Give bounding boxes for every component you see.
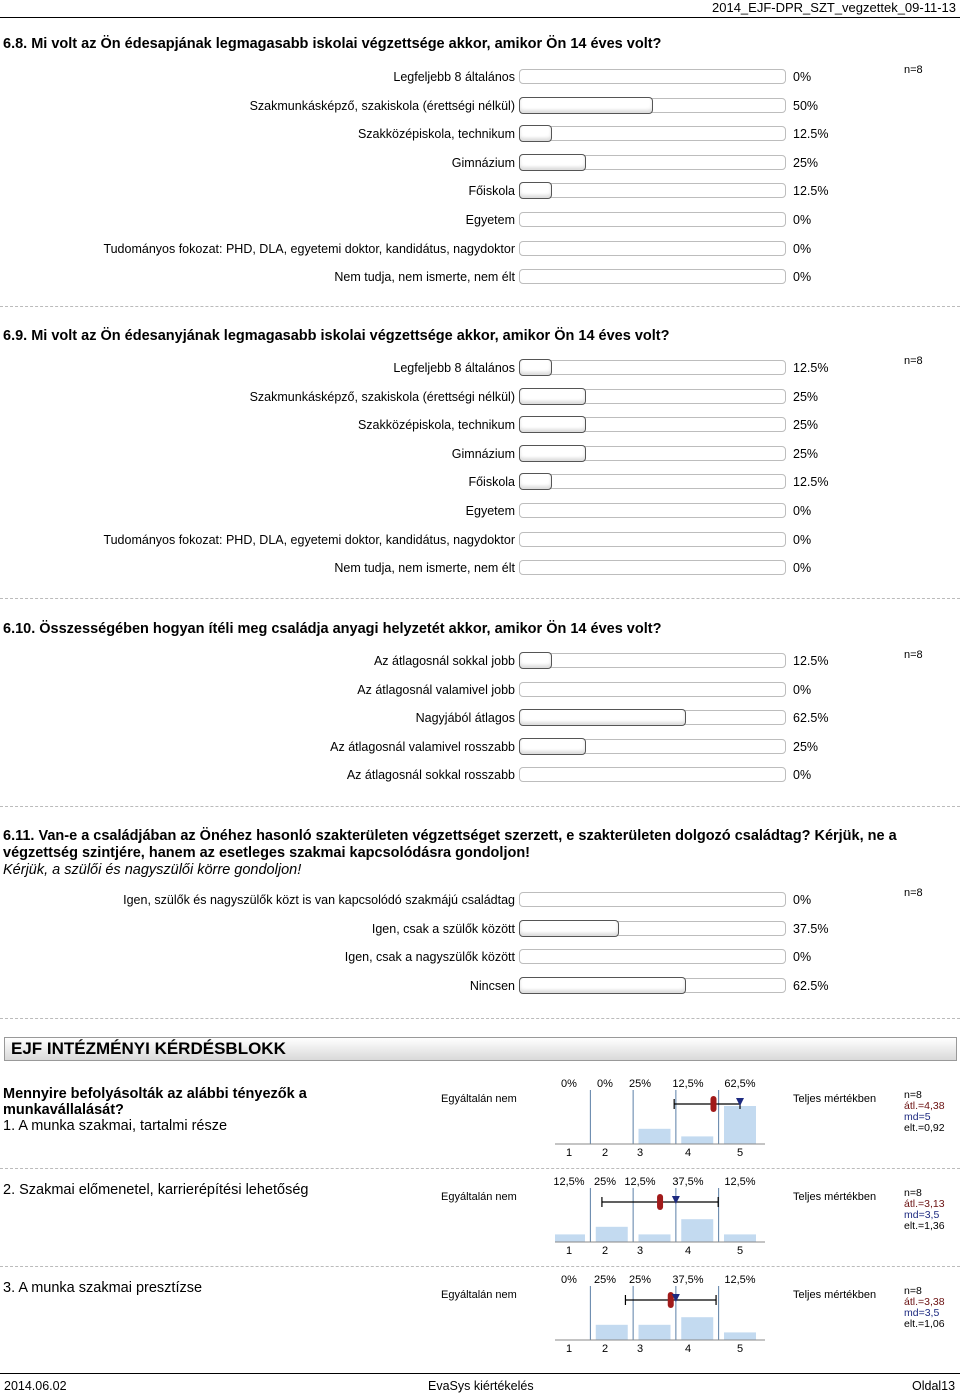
separator [0, 1018, 960, 1019]
scale-number: 5 [736, 1147, 744, 1159]
scale-left-label: Egyáltalán nem [441, 1093, 517, 1105]
scale-number: 2 [601, 1343, 609, 1355]
answer-percent: 25% [793, 446, 819, 461]
answer-row [0, 651, 960, 671]
separator [0, 1266, 960, 1267]
answer-label: Gimnázium [451, 155, 515, 170]
answer-percent: 12.5% [793, 654, 829, 668]
answer-percent: 25% [793, 389, 819, 404]
answer-percent: 0% [793, 561, 812, 576]
answer-label: Tudományos fokozat: PHD, DLA, egyetemi doktor, kandidátus, nagydoktor [103, 532, 515, 547]
sample-size: n=8 [904, 887, 923, 899]
answer-label: Legfeljebb 8 általános [393, 361, 515, 375]
separator [0, 306, 960, 307]
stat-deviation: elt.=0,92 [904, 1122, 945, 1134]
answer-percent: 62.5% [793, 978, 829, 993]
bar-track [519, 269, 786, 284]
influence-heading: Mennyire befolyásolták az alábbi tényezők a munkavállalását? [3, 1086, 307, 1118]
stat-median: md=3,5 [904, 1307, 940, 1319]
question-title: 6.9. Mi volt az Ön édesanyjának legmagasabb iskolai végzettsége akkor, amikor Ön 14 éves volt? [3, 328, 670, 344]
distribution-chart [555, 1284, 765, 1344]
answer-label: Szakmunkásképző, szakiskola (érettségi nélkül) [249, 389, 515, 404]
scale-number: 2 [601, 1147, 609, 1159]
answer-row [0, 96, 960, 116]
answer-label: Egyetem [465, 213, 515, 227]
median-marker [672, 1196, 680, 1204]
answer-percent: 0% [793, 270, 812, 285]
column-percent: 12,5% [672, 1078, 704, 1090]
distribution-bar [596, 1325, 628, 1340]
scale-number: 3 [636, 1147, 644, 1159]
question-subtitle: Kérjük, a szülői és nagyszülői körre gondoljon! [3, 862, 302, 878]
answer-percent: 0% [793, 893, 812, 907]
answer-percent: 62.5% [793, 711, 829, 726]
factor-label: 1. A munka szakmai, tartalmi része [3, 1118, 228, 1134]
column-percent: 0% [561, 1078, 577, 1090]
sample-size: n=8 [904, 1187, 922, 1199]
distribution-bar [724, 1234, 756, 1242]
bar-track [519, 892, 786, 907]
mean-marker [710, 1096, 716, 1112]
answer-row [0, 501, 960, 521]
scale-number: 5 [736, 1245, 744, 1257]
sample-size: n=8 [904, 1285, 922, 1297]
scale-number: 4 [684, 1245, 692, 1257]
report-code: 2014_EJF-DPR_SZT_vegzettek_09-11-13 [712, 0, 956, 15]
answer-row [0, 210, 960, 230]
bar-fill [519, 977, 686, 994]
separator [0, 806, 960, 807]
bar-track [519, 360, 786, 375]
answer-row [0, 737, 960, 757]
answer-label: Nem tudja, nem ismerte, nem élt [334, 270, 515, 285]
scale-left-label: Egyáltalán nem [441, 1289, 517, 1301]
factor-label: 3. A munka szakmai presztízse [3, 1280, 203, 1296]
footer-rule [0, 1373, 960, 1374]
scale-right-label: Teljes mértékben [793, 1093, 877, 1105]
scale-number: 1 [565, 1147, 573, 1159]
answer-row [0, 890, 960, 910]
answer-row [0, 976, 960, 996]
answer-row [0, 267, 960, 287]
footer-page: Oldal13 [912, 1379, 956, 1393]
answer-row [0, 530, 960, 550]
answer-percent: 12.5% [793, 361, 829, 375]
sample-size: n=8 [904, 64, 923, 76]
answer-percent: 37.5% [793, 921, 829, 936]
stats-block [904, 1188, 945, 1232]
scale-number: 2 [601, 1245, 609, 1257]
answer-label: Legfeljebb 8 általános [393, 70, 515, 84]
answer-percent: 50% [793, 98, 819, 113]
bar-fill [519, 709, 686, 726]
answer-percent: 0% [793, 768, 812, 783]
distribution-bar [639, 1129, 671, 1144]
answer-label: Szakmunkásképző, szakiskola (érettségi nélkül) [249, 98, 515, 113]
column-percent: 37,5% [672, 1176, 704, 1188]
bar-track [519, 126, 786, 141]
distribution-bar [555, 1234, 585, 1242]
bar-fill [519, 920, 619, 937]
answer-row [0, 67, 960, 87]
column-percent: 0% [561, 1274, 577, 1286]
answer-percent: 12.5% [793, 184, 829, 199]
answer-label: Az átlagosnál valamivel rosszabb [330, 739, 515, 754]
bar-track [519, 503, 786, 518]
answer-percent: 12.5% [793, 127, 829, 142]
answer-label: Szakközépiskola, technikum [357, 127, 515, 142]
bar-track [519, 183, 786, 198]
answer-row [0, 444, 960, 464]
bar-track [519, 949, 786, 964]
separator [0, 1168, 960, 1169]
block-header [4, 1037, 957, 1061]
answer-label: Gimnázium [451, 446, 515, 461]
distribution-bar [639, 1234, 671, 1242]
bar-track [519, 560, 786, 575]
stat-median: md=3,5 [904, 1209, 940, 1221]
answer-row [0, 153, 960, 173]
stat-mean: átl.=3,13 [904, 1198, 945, 1210]
column-percent: 25% [628, 1274, 652, 1286]
stats-block [904, 1286, 945, 1330]
stats-block [904, 1090, 945, 1134]
question-title: 6.11. Van-e a családjában az Önéhez hasonló szakterületen végzettséget szerzett, e szakterületen dolgozó családtag? Kérjük, ne a végzettség szintjére, hanem az esetleges szakmai kapcsolódásra gondoljon! [3, 828, 897, 861]
footer-date: 2014.06.02 [4, 1379, 67, 1393]
scale-number: 1 [565, 1245, 573, 1257]
stat-mean: átl.=4,38 [904, 1100, 945, 1112]
answer-label: Igen, csak a nagyszülők között [344, 950, 515, 965]
scale-number: 3 [636, 1245, 644, 1257]
distribution-chart [555, 1088, 765, 1148]
answer-label: Nagyjából átlagos [415, 711, 515, 726]
answer-label: Szakközépiskola, technikum [357, 418, 515, 433]
scale-number: 4 [684, 1343, 692, 1355]
sample-size: n=8 [904, 355, 923, 367]
column-percent: 0% [597, 1078, 613, 1090]
column-percent: 37,5% [672, 1274, 704, 1286]
answer-percent: 25% [793, 155, 819, 170]
answer-row [0, 387, 960, 407]
bar-track [519, 532, 786, 547]
scale-right-label: Teljes mértékben [793, 1191, 877, 1203]
answer-row [0, 919, 960, 939]
distribution-bar [681, 1317, 713, 1340]
answer-percent: 0% [793, 241, 812, 256]
scale-number: 1 [565, 1343, 573, 1355]
answer-label: Egyetem [465, 504, 515, 518]
answer-row [0, 765, 960, 785]
bar-fill [519, 182, 552, 199]
bar-track [519, 212, 786, 227]
answer-label: Tudományos fokozat: PHD, DLA, egyetemi doktor, kandidátus, nagydoktor [103, 241, 515, 256]
sample-size: n=8 [904, 1089, 922, 1101]
stat-median: md=5 [904, 1111, 931, 1123]
bar-fill [519, 154, 586, 171]
answer-row [0, 124, 960, 144]
column-percent: 12,5% [724, 1274, 756, 1286]
scale-number: 5 [736, 1343, 744, 1355]
bar-track [519, 474, 786, 489]
bar-fill [519, 388, 586, 405]
stat-deviation: elt.=1,06 [904, 1318, 945, 1330]
answer-label: Nem tudja, nem ismerte, nem élt [334, 561, 515, 576]
answer-row [0, 239, 960, 259]
bar-fill [519, 652, 552, 669]
answer-label: Nincsen [469, 978, 515, 993]
bar-fill [519, 359, 552, 376]
answer-percent: 25% [793, 418, 819, 433]
answer-percent: 25% [793, 739, 819, 754]
column-percent: 25% [593, 1274, 617, 1286]
scale-right-label: Teljes mértékben [793, 1289, 877, 1301]
answer-label: Főiskola [468, 475, 515, 490]
answer-percent: 0% [793, 950, 812, 965]
answer-percent: 0% [793, 682, 812, 697]
column-percent: 62,5% [724, 1078, 756, 1090]
bar-fill [519, 738, 586, 755]
block-title: EJF INTÉZMÉNYI KÉRDÉSBLOKK [11, 1039, 286, 1058]
stat-mean: átl.=3,38 [904, 1296, 945, 1308]
scale-number: 3 [636, 1343, 644, 1355]
distribution-bar [639, 1325, 671, 1340]
distribution-bar [724, 1106, 756, 1144]
distribution-bar [681, 1219, 713, 1242]
bar-track [519, 69, 786, 84]
question-title: 6.10. Összességében hogyan ítéli meg családja anyagi helyzetét akkor, amikor Ön 14 éves volt? [3, 621, 662, 637]
scale-left-label: Egyáltalán nem [441, 1191, 517, 1203]
bar-fill [519, 473, 552, 490]
answer-percent: 0% [793, 213, 812, 227]
answer-row [0, 415, 960, 435]
answer-label: Főiskola [468, 184, 515, 199]
answer-label: Az átlagosnál sokkal jobb [373, 654, 515, 668]
bar-fill [519, 416, 586, 433]
bar-track [519, 653, 786, 668]
bar-track [519, 241, 786, 256]
answer-percent: 0% [793, 70, 812, 84]
column-percent: 12,5% [553, 1176, 585, 1188]
bar-fill [519, 445, 586, 462]
scale-number: 4 [684, 1147, 692, 1159]
sample-size: n=8 [904, 649, 923, 661]
distribution-chart [555, 1186, 765, 1246]
median-marker [736, 1098, 744, 1106]
bar-track [519, 682, 786, 697]
header-rule [0, 17, 960, 18]
question-title: 6.8. Mi volt az Ön édesapjának legmagasabb iskolai végzettsége akkor, amikor Ön 14 éves volt? [3, 36, 662, 52]
answer-label: Az átlagosnál valamivel jobb [357, 682, 515, 697]
answer-row [0, 708, 960, 728]
answer-row [0, 558, 960, 578]
separator [0, 598, 960, 599]
answer-label: Igen, csak a szülők között [371, 921, 515, 936]
answer-row [0, 947, 960, 967]
column-percent: 25% [628, 1078, 652, 1090]
answer-row [0, 358, 960, 378]
column-percent: 25% [593, 1176, 617, 1188]
distribution-bar [724, 1332, 756, 1340]
stat-deviation: elt.=1,36 [904, 1220, 945, 1232]
bar-fill [519, 125, 552, 142]
answer-label: Igen, szülők és nagyszülők közt is van kapcsolódó szakmájú családtag [123, 893, 515, 907]
column-percent: 12,5% [624, 1176, 656, 1188]
answer-row [0, 680, 960, 700]
bar-fill [519, 97, 653, 114]
answer-row [0, 181, 960, 201]
answer-percent: 0% [793, 504, 812, 518]
mean-marker [657, 1194, 663, 1210]
distribution-bar [681, 1136, 713, 1144]
column-percent: 12,5% [724, 1176, 756, 1188]
footer-center: EvaSys kiértékelés [428, 1379, 534, 1393]
distribution-bar [596, 1227, 628, 1242]
answer-label: Az átlagosnál sokkal rosszabb [346, 768, 515, 783]
answer-row [0, 472, 960, 492]
bar-track [519, 767, 786, 782]
answer-percent: 0% [793, 532, 812, 547]
answer-percent: 12.5% [793, 475, 829, 490]
factor-label: 2. Szakmai előmenetel, karrierépítési lehetőség [3, 1182, 309, 1198]
